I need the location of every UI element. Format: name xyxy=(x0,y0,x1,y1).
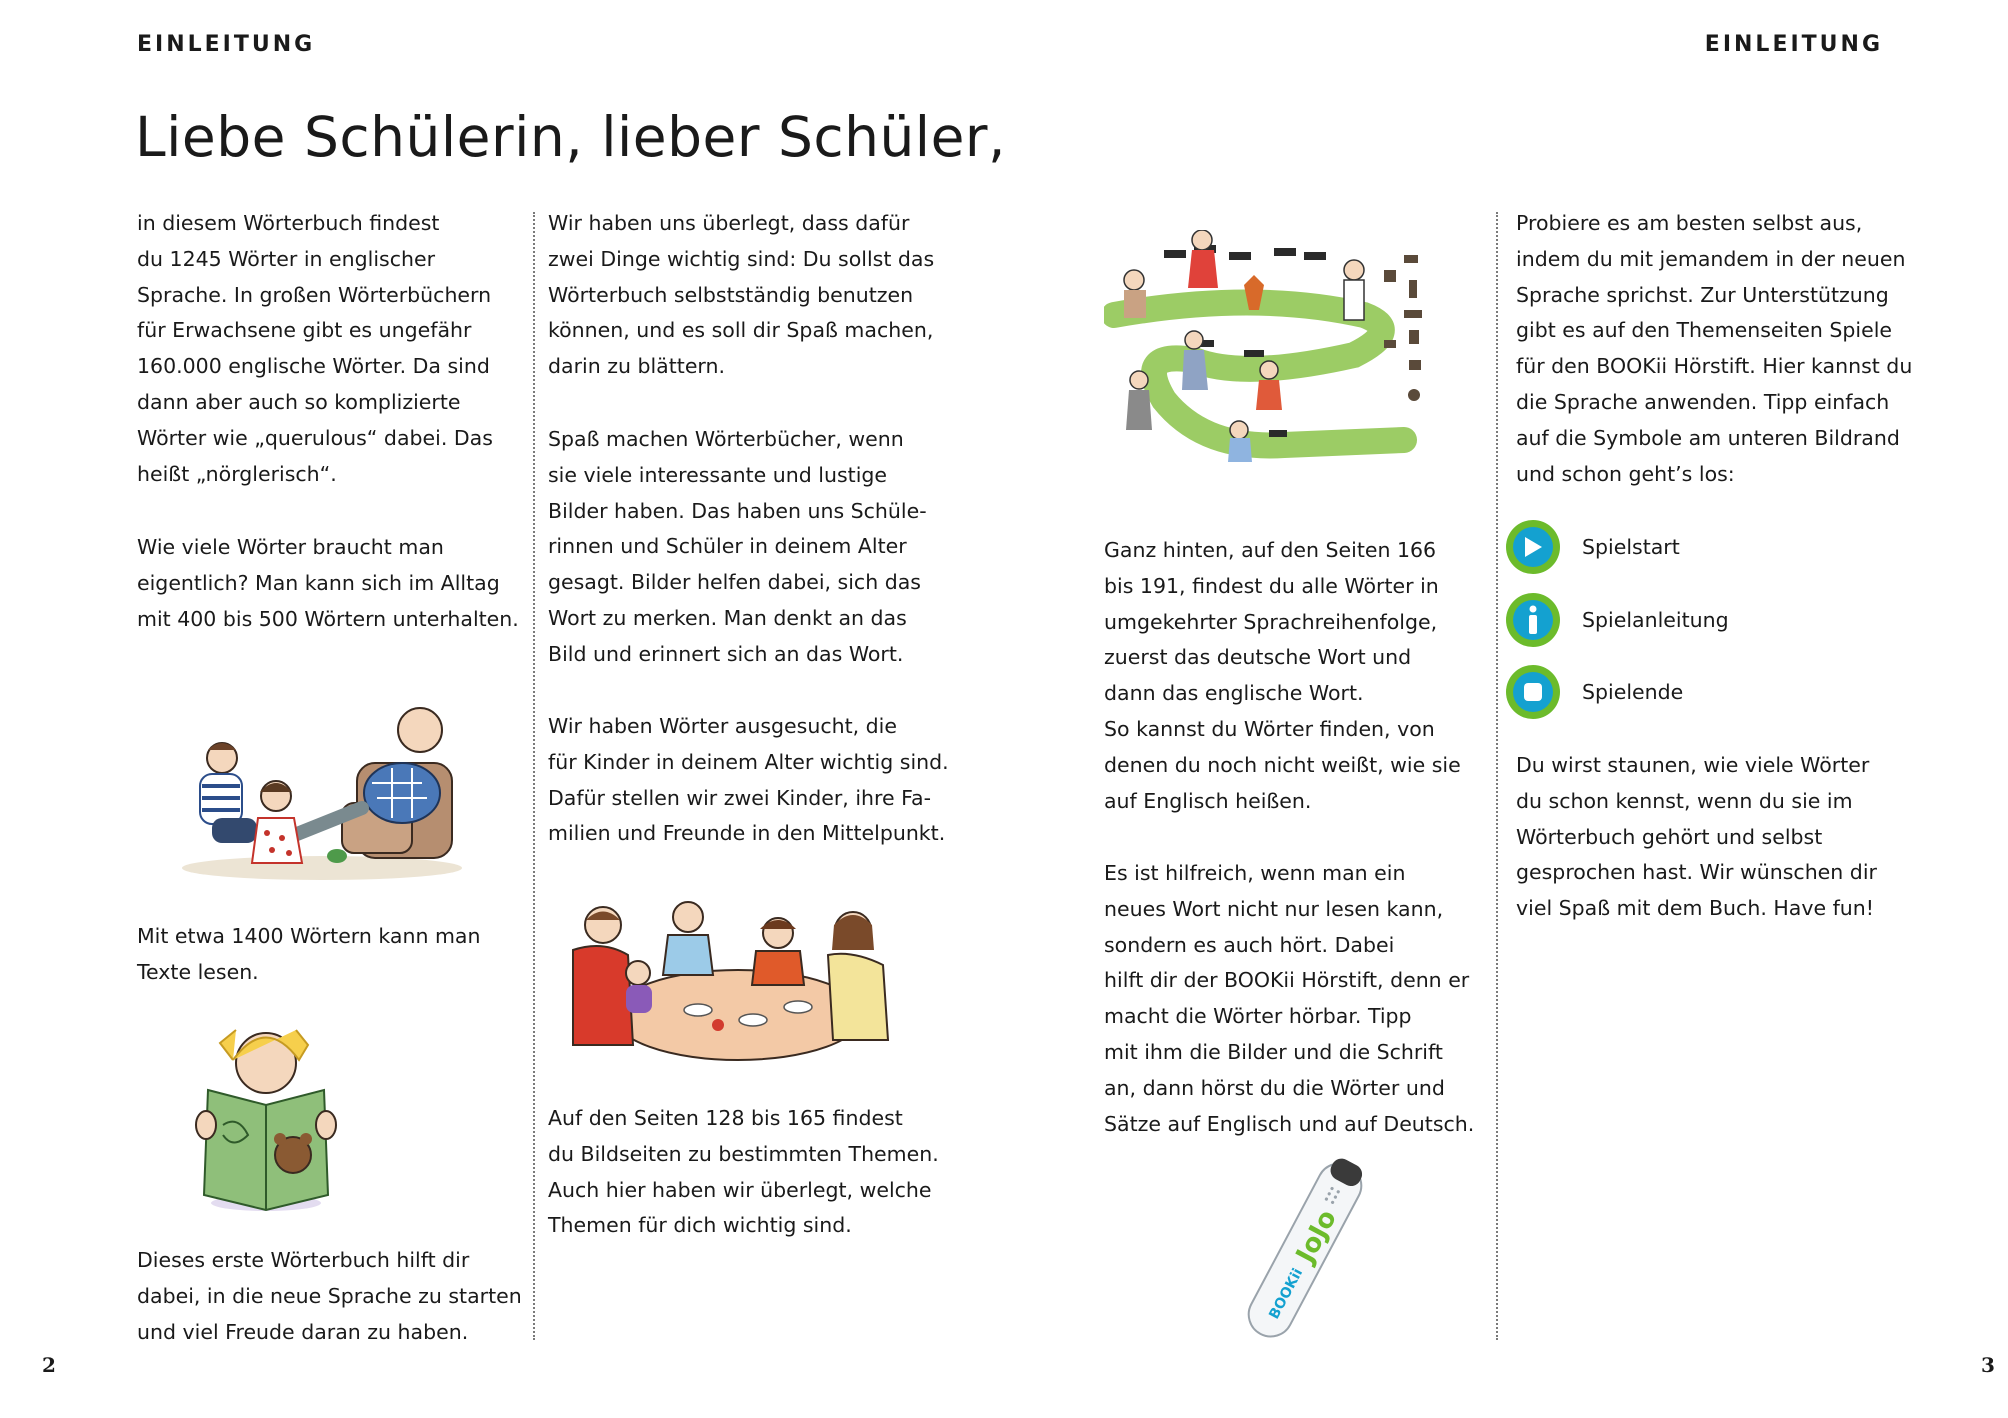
pen-brand-text: BOOKii xyxy=(1266,1265,1307,1322)
column-2-para-1 xyxy=(548,206,934,385)
symbol-spielende xyxy=(1506,665,1683,719)
text-line: 160.000 englische Wörter. Da sind xyxy=(137,354,490,379)
text-line: Sätze auf Englisch und auf Deutsch. xyxy=(1104,1111,1475,1136)
symbol-spielanleitung xyxy=(1506,593,1729,647)
text-line: mit 400 bis 500 Wörtern unterhalten. xyxy=(137,606,519,631)
text-line: darin zu blättern. xyxy=(548,354,726,379)
pen-logo-text: JoJo xyxy=(1290,1205,1343,1268)
page-number-right: 3 xyxy=(1981,1353,1995,1377)
text-line: milien und Freunde in den Mittelpunkt. xyxy=(548,821,946,846)
text-line: gesagt. Bilder helfen dabei, sich das xyxy=(548,570,921,595)
text-line: Wörter wie „querulous“ dabei. Das xyxy=(137,425,493,450)
text-line: dann aber auch so komplizierte xyxy=(137,389,461,414)
family-dinner-illustration xyxy=(548,895,918,1070)
text-line: und viel Freude daran zu haben. xyxy=(137,1319,469,1344)
column-2-para-3 xyxy=(548,709,949,852)
column-4-para-1 xyxy=(1516,206,1912,492)
text-line: du Bildseiten zu bestimmten Themen. xyxy=(548,1141,939,1166)
running-header-left: EINLEITUNG xyxy=(137,32,316,57)
text-line: Dieses erste Wörterbuch hilft dir xyxy=(137,1248,470,1272)
text-line: Wörterbuch selbstständig benutzen xyxy=(548,282,914,307)
girl-reading-illustration xyxy=(178,1015,358,1215)
text-line: Wir haben uns überlegt, dass dafür xyxy=(548,211,910,235)
column-1-para-3 xyxy=(137,919,481,991)
grandfather-children-illustration xyxy=(172,688,472,883)
column-divider xyxy=(1496,212,1498,1340)
text-line: sie viele interessante und lustige xyxy=(548,462,888,487)
music-dance-illustration xyxy=(1104,230,1464,470)
text-line: Wie viele Wörter braucht man xyxy=(137,535,444,559)
column-1-para-4 xyxy=(137,1243,522,1350)
text-line: auf die Symbole am unteren Bildrand xyxy=(1516,425,1900,450)
play-icon xyxy=(1506,520,1560,574)
column-1-para-1 xyxy=(137,206,493,492)
text-line: und schon geht’s los: xyxy=(1516,461,1735,486)
column-4-para-2 xyxy=(1516,748,1877,927)
text-line: heißt „nörglerisch“. xyxy=(137,461,337,486)
running-header-right: EINLEITUNG xyxy=(1704,32,1883,57)
text-line: hilft dir der BOOKii Hörstift, denn er xyxy=(1104,968,1470,993)
column-1-para-2 xyxy=(137,530,519,637)
text-line: Du wirst staunen, wie viele Wörter xyxy=(1516,753,1870,777)
text-line: indem du mit jemandem in der neuen xyxy=(1516,246,1906,271)
text-line: Wir haben Wörter ausgesucht, die xyxy=(548,714,897,738)
text-line: denen du noch nicht weißt, wie sie xyxy=(1104,752,1461,777)
text-line: eigentlich? Man kann sich im Alltag xyxy=(137,570,500,595)
text-line: Probiere es am besten selbst aus, xyxy=(1516,211,1863,235)
text-line: viel Spaß mit dem Buch. Have fun! xyxy=(1516,896,1875,921)
text-line: Ganz hinten, auf den Seiten 166 xyxy=(1104,538,1437,562)
text-line: zuerst das deutsche Wort und xyxy=(1104,645,1412,670)
text-line: mit ihm die Bilder und die Schrift xyxy=(1104,1039,1443,1064)
text-line: Bilder haben. Das haben uns Schüle- xyxy=(548,498,927,523)
text-line: neues Wort nicht nur lesen kann, xyxy=(1104,896,1444,921)
text-line: Wort zu merken. Man denkt an das xyxy=(548,605,907,630)
page-number-left: 2 xyxy=(42,1353,56,1377)
info-icon xyxy=(1506,593,1560,647)
text-line: Wörterbuch gehört und selbst xyxy=(1516,824,1823,849)
text-line: Auf den Seiten 128 bis 165 findest xyxy=(548,1106,903,1130)
text-line: umgekehrter Sprachreihenfolge, xyxy=(1104,609,1438,634)
symbol-label: Spielanleitung xyxy=(1582,608,1729,632)
symbol-spielstart xyxy=(1506,520,1680,574)
column-3-para-1 xyxy=(1104,533,1461,819)
column-2-para-2 xyxy=(548,422,927,673)
bookii-pen-illustration xyxy=(1200,1150,1410,1350)
symbol-label: Spielende xyxy=(1582,680,1684,704)
text-line: Sprache sprichst. Zur Unterstützung xyxy=(1516,282,1889,307)
text-line: gesprochen hast. Wir wünschen dir xyxy=(1516,860,1877,885)
column-3-para-2 xyxy=(1104,856,1474,1142)
text-line: Dafür stellen wir zwei Kinder, ihre Fa- xyxy=(548,785,931,810)
text-line: dabei, in die neue Sprache zu starten xyxy=(137,1283,522,1308)
text-line: Bild und erinnert sich an das Wort. xyxy=(548,641,904,666)
text-line: macht die Wörter hörbar. Tipp xyxy=(1104,1004,1412,1029)
text-line: dann das englische Wort. xyxy=(1104,681,1364,706)
text-line: du schon kennst, wenn du sie im xyxy=(1516,788,1853,813)
stop-icon xyxy=(1506,665,1560,719)
symbol-label: Spielstart xyxy=(1582,535,1680,559)
text-line: Es ist hilfreich, wenn man ein xyxy=(1104,861,1406,885)
text-line: für Kinder in deinem Alter wichtig sind. xyxy=(548,749,949,774)
column-2-para-4 xyxy=(548,1101,939,1244)
text-line: Themen für dich wichtig sind. xyxy=(548,1213,852,1238)
text-line: Mit etwa 1400 Wörtern kann man xyxy=(137,924,481,948)
text-line: Auch hier haben wir überlegt, welche xyxy=(548,1177,932,1202)
text-line: an, dann hörst du die Wörter und xyxy=(1104,1075,1445,1100)
text-line: du 1245 Wörter in englischer xyxy=(137,246,436,271)
text-line: die Sprache anwenden. Tipp einfach xyxy=(1516,389,1890,414)
text-line: rinnen und Schüler in deinem Alter xyxy=(548,534,907,559)
text-line: Sprache. In großen Wörterbüchern xyxy=(137,282,492,307)
text-line: in diesem Wörterbuch findest xyxy=(137,211,440,235)
text-line: für den BOOKii Hörstift. Hier kannst du xyxy=(1516,354,1913,379)
text-line: So kannst du Wörter finden, von xyxy=(1104,716,1435,741)
column-divider xyxy=(533,212,535,1340)
text-line: sondern es auch hört. Dabei xyxy=(1104,932,1395,957)
text-line: zwei Dinge wichtig sind: Du sollst das xyxy=(548,246,935,271)
text-line: auf Englisch heißen. xyxy=(1104,788,1312,813)
text-line: für Erwachsene gibt es ungefähr xyxy=(137,318,472,343)
text-line: Texte lesen. xyxy=(137,959,259,984)
page-title: Liebe Schülerin, lieber Schüler, xyxy=(135,105,1007,169)
text-line: gibt es auf den Themenseiten Spiele xyxy=(1516,318,1892,343)
text-line: Spaß machen Wörterbücher, wenn xyxy=(548,427,904,451)
text-line: bis 191, findest du alle Wörter in xyxy=(1104,573,1439,598)
text-line: können, und es soll dir Spaß machen, xyxy=(548,318,934,343)
